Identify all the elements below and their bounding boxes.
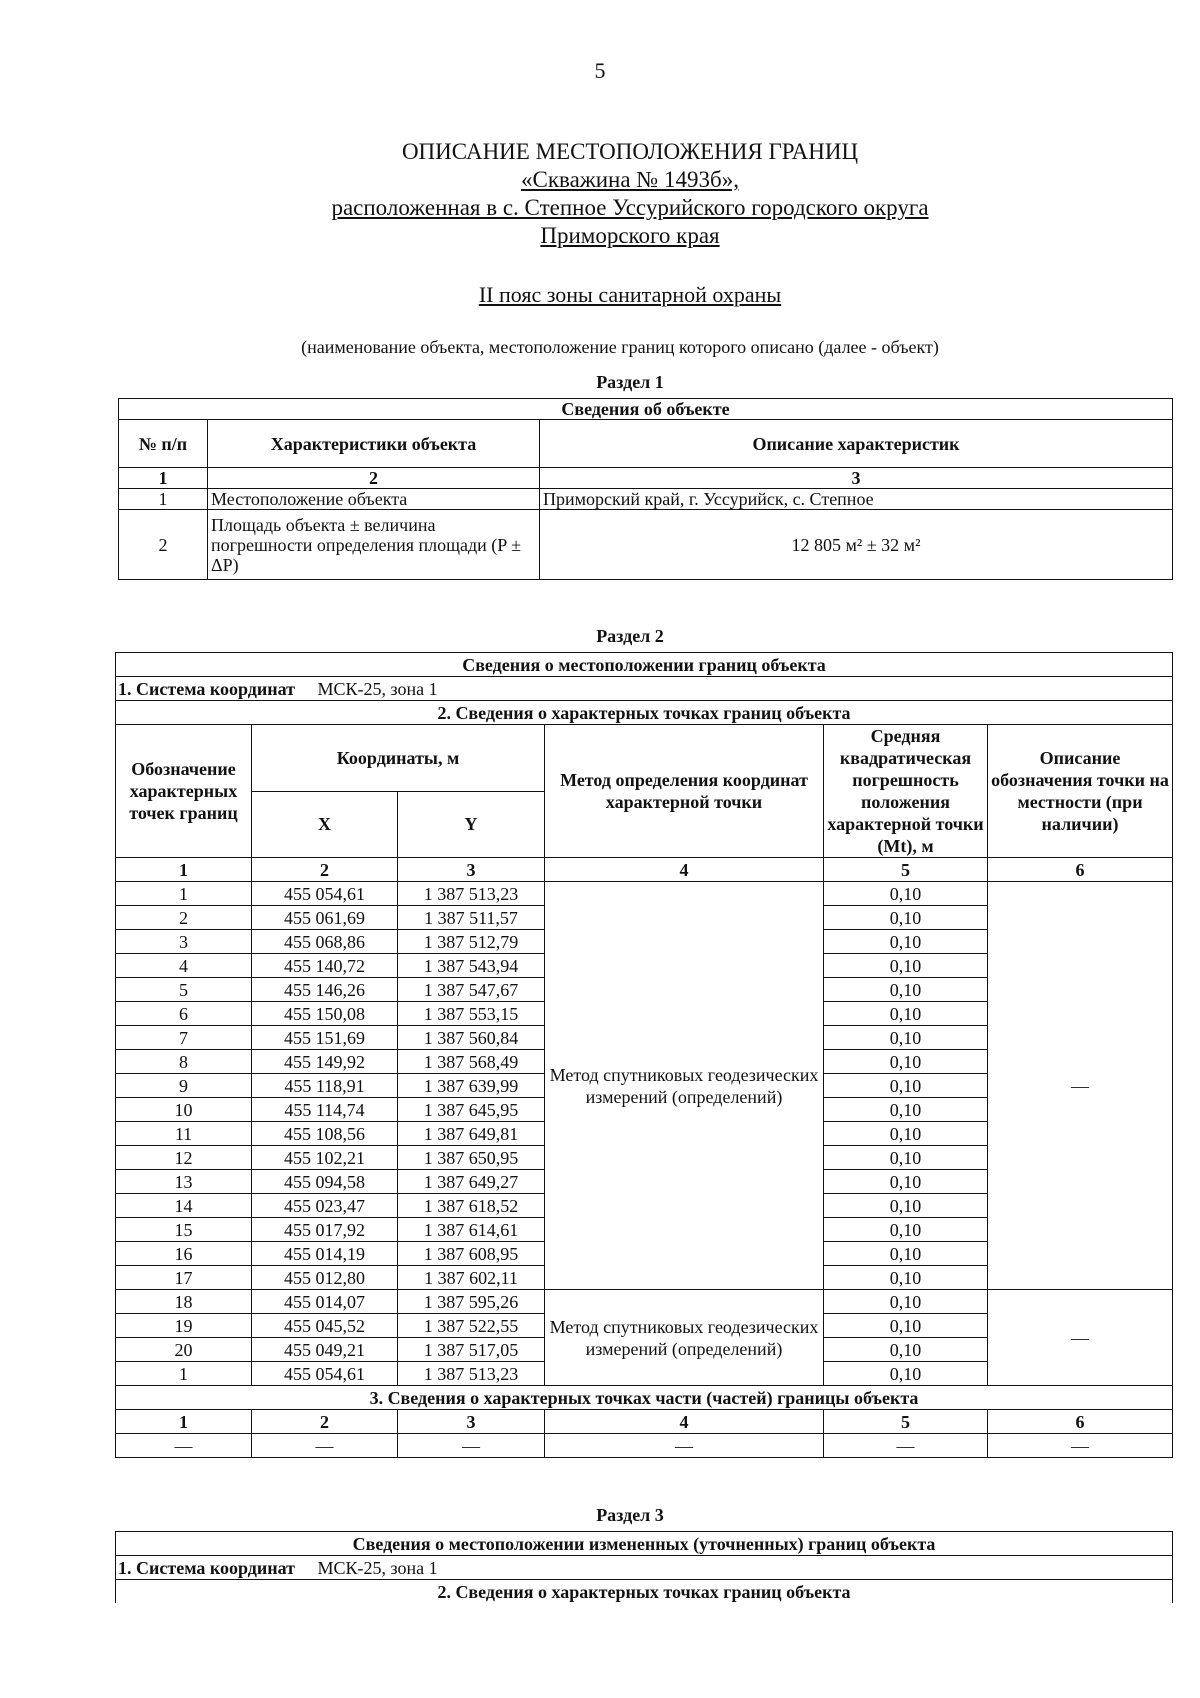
col-number: 6 <box>988 858 1173 882</box>
row-name: Местоположение объекта <box>208 489 540 510</box>
mt-value: 0,10 <box>824 1242 988 1266</box>
header-desc: Описание обозначения точки на местности (при наличии) <box>988 725 1173 858</box>
mt-value: 0,10 <box>824 1146 988 1170</box>
coord-x: 455 102,21 <box>252 1146 398 1170</box>
point-id: 11 <box>116 1122 252 1146</box>
title-line-3: расположенная в с. Степное Уссурийского городского округа <box>331 195 929 220</box>
coord-y: 1 387 618,52 <box>398 1194 545 1218</box>
point-id: 16 <box>116 1242 252 1266</box>
mt-value: 0,10 <box>824 1266 988 1290</box>
parts-empty-cell: — <box>116 1434 252 1458</box>
parts-empty-cell: — <box>252 1434 398 1458</box>
mt-value: 0,10 <box>824 1122 988 1146</box>
coord-y: 1 387 602,11 <box>398 1266 545 1290</box>
row-value: Приморский край, г. Уссурийск, с. Степное <box>540 489 1173 510</box>
coord-x: 455 054,61 <box>252 1362 398 1386</box>
coord-system-label: 1. Система координат <box>118 1557 295 1578</box>
header-error: Средняя квадратическая погрешность положения характерной точки (Mt), м <box>824 725 988 858</box>
parts-col-number: 1 <box>116 1410 252 1434</box>
coord-x: 455 151,69 <box>252 1026 398 1050</box>
point-id: 2 <box>116 906 252 930</box>
row-name: Площадь объекта ± величина погрешности определения площади (P ± ΔP) <box>208 510 540 580</box>
coord-y: 1 387 649,81 <box>398 1122 545 1146</box>
parts-col-number: 4 <box>545 1410 824 1434</box>
coord-x: 455 049,21 <box>252 1338 398 1362</box>
col-number: 3 <box>398 858 545 882</box>
coord-x: 455 054,61 <box>252 882 398 906</box>
header-method: Метод определения координат характерной точки <box>545 725 824 858</box>
point-id: 8 <box>116 1050 252 1074</box>
mt-value: 0,10 <box>824 1026 988 1050</box>
mt-value: 0,10 <box>824 1074 988 1098</box>
section2-label: Раздел 2 <box>596 626 664 646</box>
mt-value: 0,10 <box>824 1194 988 1218</box>
coord-y: 1 387 543,94 <box>398 954 545 978</box>
header-point: Обозначение характерных точек границ <box>116 725 252 858</box>
coord-x: 455 061,69 <box>252 906 398 930</box>
mt-value: 0,10 <box>824 1314 988 1338</box>
coord-x: 455 114,74 <box>252 1098 398 1122</box>
header-y: Y <box>398 791 545 858</box>
point-id: 3 <box>116 930 252 954</box>
mt-value: 0,10 <box>824 1050 988 1074</box>
coord-y: 1 387 513,23 <box>398 882 545 906</box>
coord-y: 1 387 522,55 <box>398 1314 545 1338</box>
coord-y: 1 387 650,95 <box>398 1146 545 1170</box>
parts-col-number: 6 <box>988 1410 1173 1434</box>
section1-table <box>118 398 1173 580</box>
title-line-4: Приморского края <box>540 223 720 248</box>
points-caption: 2. Сведения о характерных точках границ объекта <box>116 701 1173 725</box>
coord-y: 1 387 645,95 <box>398 1098 545 1122</box>
coord-y: 1 387 649,27 <box>398 1170 545 1194</box>
col-number: 1 <box>119 468 208 489</box>
col-number: 3 <box>540 468 1173 489</box>
description-cell: — <box>988 1290 1173 1386</box>
col-number: 5 <box>824 858 988 882</box>
title-line-2: «Скважина № 1493б», <box>521 167 739 192</box>
header-characteristics: Характеристики объекта <box>208 420 540 468</box>
coord-system-value: МСК-25, зона 1 <box>317 678 438 699</box>
mt-value: 0,10 <box>824 1338 988 1362</box>
coord-x: 455 140,72 <box>252 954 398 978</box>
coord-system-row <box>116 1556 1173 1580</box>
points-caption: 2. Сведения о характерных точках границ объекта <box>116 1580 1173 1604</box>
mt-value: 0,10 <box>824 1098 988 1122</box>
point-id: 10 <box>116 1098 252 1122</box>
header-number: № п/п <box>119 420 208 468</box>
table-row <box>116 1290 1173 1314</box>
point-id: 1 <box>116 882 252 906</box>
section2-caption: Сведения о местоположении границ объекта <box>116 653 1173 677</box>
coord-x: 455 017,92 <box>252 1218 398 1242</box>
parts-col-number: 3 <box>398 1410 545 1434</box>
coord-x: 455 146,26 <box>252 978 398 1002</box>
col-number: 2 <box>208 468 540 489</box>
point-id: 9 <box>116 1074 252 1098</box>
point-id: 5 <box>116 978 252 1002</box>
mt-value: 0,10 <box>824 954 988 978</box>
col-number: 2 <box>252 858 398 882</box>
point-id: 15 <box>116 1218 252 1242</box>
page-number: 5 <box>594 58 606 83</box>
point-id: 1 <box>116 1362 252 1386</box>
coord-y: 1 387 614,61 <box>398 1218 545 1242</box>
section1-label: Раздел 1 <box>596 372 664 392</box>
section3-caption: Сведения о местоположении измененных (уточненных) границ объекта <box>116 1532 1173 1556</box>
mt-value: 0,10 <box>824 882 988 906</box>
coord-x: 455 149,92 <box>252 1050 398 1074</box>
object-note: (наименование объекта, местоположение границ которого описано (далее - объект) <box>301 337 939 357</box>
point-id: 6 <box>116 1002 252 1026</box>
coord-y: 1 387 553,15 <box>398 1002 545 1026</box>
zone-title: II пояс зоны санитарной охраны <box>478 282 782 307</box>
method-cell: Метод спутниковых геодезических измерений (определений) <box>545 1290 824 1386</box>
coord-y: 1 387 608,95 <box>398 1242 545 1266</box>
coord-y: 1 387 512,79 <box>398 930 545 954</box>
description-cell: — <box>988 882 1173 1290</box>
mt-value: 0,10 <box>824 930 988 954</box>
coord-y: 1 387 568,49 <box>398 1050 545 1074</box>
table-row <box>116 882 1173 906</box>
mt-value: 0,10 <box>824 1218 988 1242</box>
parts-col-number: 2 <box>252 1410 398 1434</box>
col-number: 1 <box>116 858 252 882</box>
mt-value: 0,10 <box>824 1002 988 1026</box>
points-group-2 <box>116 1290 1173 1386</box>
row-value: 12 805 м² ± 32 м² <box>540 510 1173 580</box>
coord-x: 455 012,80 <box>252 1266 398 1290</box>
point-id: 4 <box>116 954 252 978</box>
section3-label: Раздел 3 <box>596 1505 664 1525</box>
coord-x: 455 014,19 <box>252 1242 398 1266</box>
point-id: 12 <box>116 1146 252 1170</box>
coord-x: 455 068,86 <box>252 930 398 954</box>
coord-x: 455 045,52 <box>252 1314 398 1338</box>
header-coords: Координаты, м <box>252 725 545 792</box>
coord-x: 455 023,47 <box>252 1194 398 1218</box>
coord-y: 1 387 547,67 <box>398 978 545 1002</box>
coord-y: 1 387 513,23 <box>398 1362 545 1386</box>
table-row <box>119 510 1173 580</box>
coord-x: 455 108,56 <box>252 1122 398 1146</box>
table-row <box>119 489 1173 510</box>
section3-table <box>115 1531 1173 1603</box>
col-number: 4 <box>545 858 824 882</box>
coord-y: 1 387 560,84 <box>398 1026 545 1050</box>
point-id: 17 <box>116 1266 252 1290</box>
header-description: Описание характеристик <box>540 420 1173 468</box>
parts-empty-cell: — <box>988 1434 1173 1458</box>
point-id: 13 <box>116 1170 252 1194</box>
parts-col-number: 5 <box>824 1410 988 1434</box>
coord-y: 1 387 511,57 <box>398 906 545 930</box>
coord-system-value: МСК-25, зона 1 <box>317 1557 438 1578</box>
parts-empty-cell: — <box>398 1434 545 1458</box>
method-cell: Метод спутниковых геодезических измерений (определений) <box>545 882 824 1290</box>
coord-y: 1 387 595,26 <box>398 1290 545 1314</box>
section2-table <box>115 652 1173 1458</box>
parts-empty-cell: — <box>545 1434 824 1458</box>
points-group-1 <box>116 882 1173 1290</box>
point-id: 20 <box>116 1338 252 1362</box>
mt-value: 0,10 <box>824 906 988 930</box>
point-id: 19 <box>116 1314 252 1338</box>
coord-x: 455 118,91 <box>252 1074 398 1098</box>
header-x: X <box>252 791 398 858</box>
coord-system-label: 1. Система координат <box>118 678 295 699</box>
title-line-1: ОПИСАНИЕ МЕСТОПОЛОЖЕНИЯ ГРАНИЦ <box>401 139 859 164</box>
row-number: 2 <box>119 510 208 580</box>
parts-empty-cell: — <box>824 1434 988 1458</box>
mt-value: 0,10 <box>824 978 988 1002</box>
parts-caption: 3. Сведения о характерных точках части (частей) границы объекта <box>116 1386 1173 1410</box>
coord-y: 1 387 639,99 <box>398 1074 545 1098</box>
point-id: 18 <box>116 1290 252 1314</box>
point-id: 14 <box>116 1194 252 1218</box>
section1-caption: Сведения об объекте <box>119 399 1173 420</box>
row-number: 1 <box>119 489 208 510</box>
mt-value: 0,10 <box>824 1362 988 1386</box>
coord-system-row <box>116 677 1173 701</box>
coord-x: 455 150,08 <box>252 1002 398 1026</box>
coord-y: 1 387 517,05 <box>398 1338 545 1362</box>
coord-x: 455 094,58 <box>252 1170 398 1194</box>
coord-x: 455 014,07 <box>252 1290 398 1314</box>
point-id: 7 <box>116 1026 252 1050</box>
mt-value: 0,10 <box>824 1170 988 1194</box>
document-title <box>0 138 1200 250</box>
mt-value: 0,10 <box>824 1290 988 1314</box>
